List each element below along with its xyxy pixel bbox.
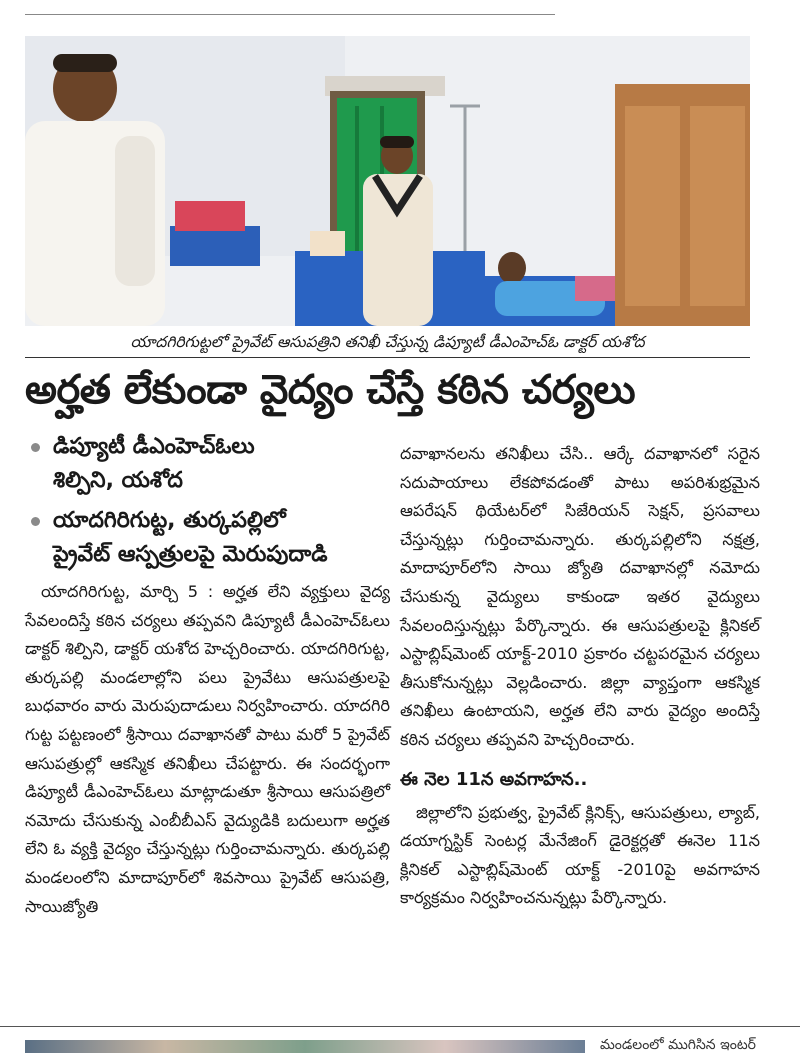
bullet-line: శిల్పిని, యశోద: [53, 468, 183, 493]
bullet-line: ప్రైవేట్ ఆస్పత్రులపై మెరుపుదాడి: [53, 542, 328, 567]
article-right-column: [400, 440, 760, 913]
next-story-photo: [25, 1040, 585, 1053]
article-body-right: దవాఖానలను తనిఖీలు చేసి.. ఆర్కే దవాఖానలో సరైన సదుపాయాలు లేకపోవడంతో పాటు అపరిశుభ్రమైన ఆపరేషన్ థియేటర్‌లో సిజేరియన్ సెక్షన్, ప్రసవాలు చేస్తున్నట్లు గుర్తించామన్నారు. తుర్కపల్లిలోని నక్షత్ర, మాదాపూర్‌లోని సాయి జ్యోతి దవాఖానల్లో నమోదు చేసుకున్న వైద్యులు కాకుండా ఇతర వైద్యులు సేవలందిస్తున్నట్లు పేర్కొన్నారు. ఈ ఆసుపత్రులపై క్లినికల్ ఎస్టాబ్లిష్‌మెంట్ యాక్ట్-2010 ప్రకారం చట్టపరమైన చర్యలు తీసుకోనున్నట్లు వెల్లడించారు. జిల్లా వ్యాప్తంగా ఆకస్మిక తనిఖీలు ఉంటాయని, అర్హత లేని వారు వైద్యం అందిస్తే కఠిన చర్యలు తప్పవని హెచ్చరించారు.: [400, 444, 760, 749]
top-rule: [25, 14, 555, 15]
highlight-bullet: [25, 430, 390, 498]
article-body-sub: జిల్లాలోని ప్రభుత్వ, ప్రైవేట్ క్లినిక్స్, ఆసుపత్రులు, ల్యాబ్, డయాగ్నస్టిక్ సెంటర్ల మేనేజింగ్ డైరెక్టర్లతో ఈనెల 11న క్లినికల్ ఎస్టాబ్లిష్‌మెంట్ యాక్ట్ -2010పై అవగాహన కార్యక్రమం నిర్వహించనున్నట్లు పేర్కొన్నారు.: [400, 802, 760, 908]
article-subheading: ఈ నెల 11న అవగాహన..: [400, 768, 588, 790]
article-headline: అర్హత లేకుండా వైద్యం చేస్తే కఠిన చర్యలు: [25, 367, 636, 413]
news-photo: [25, 36, 750, 326]
article-left-column: [25, 430, 390, 921]
next-story-snippet: మండలంలో ముగిసిన ఇంటర్: [600, 1037, 756, 1053]
highlight-bullet: [25, 504, 390, 572]
bullet-line: యాదగిరిగుట్ట, తుర్కపల్లిలో: [53, 508, 286, 533]
bullet-line: డిప్యూటీ డీఎంహెచ్ఓలు: [53, 434, 255, 459]
bottom-rule: [0, 1026, 800, 1027]
photo-caption: యాదగిరిగుట్టలో ప్రైవేట్ ఆసుపత్రిని తనిఖీ చేస్తున్న డిప్యూటీ డీఎంహెచ్ఓ డాక్టర్ యశోద: [25, 327, 750, 358]
article-body-left: యాదగిరిగుట్ట, మార్చి 5 : అర్హత లేని వ్యక్తులు వైద్య సేవలందిస్తే కఠిన చర్యలు తప్పవని డిప్యూటీ డీఎంహెచ్ఓలు డాక్టర్ శిల్పిని, డాక్టర్ యశోద హెచ్చరించారు. యాదగిరిగుట్ట, తుర్కపల్లి మండలాల్లోని పలు ప్రైవేటు ఆసుపత్రులపై బుధవారం వారు మెరుపుదాడులు నిర్వహించారు. యాదగిరి గుట్ట పట్టణంలో శ్రీసాయి దవాఖానతో పాటు మరో 5 ప్రైవేట్ ఆసుపత్రుల్లో ఆకస్మిక తనిఖీలు చేపట్టారు. ఈ సందర్భంగా డిప్యూటీ డీఎంహెచ్ఓలు మాట్లాడుతూ శ్రీసాయి ఆసుపత్రిలో నమోదు చేసుకున్న ఎంబీబీఎస్ వైద్యుడికి బదులుగా అర్హత లేని ఓ వ్యక్తి వైద్యం చేస్తున్నట్లు గుర్తించామన్నారు. తుర్కపల్లి మండలంలోని మాదాపూర్‌లో శివసాయి ప్రైవేట్ ఆసుపత్రి, సాయిజ్యోతి: [25, 582, 390, 916]
hospital-ward-illustration: [25, 36, 750, 326]
